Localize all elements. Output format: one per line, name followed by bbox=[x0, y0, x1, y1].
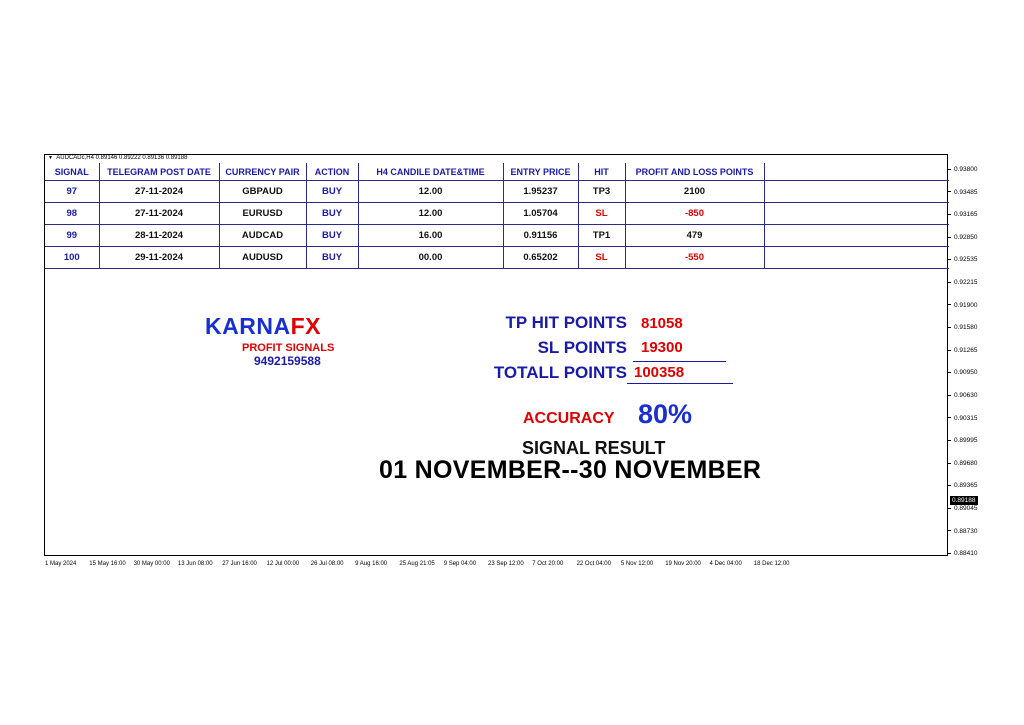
time-tick: 5 Nov 12:00 bbox=[620, 561, 654, 567]
tp-hit-value: 81058 bbox=[641, 315, 683, 332]
time-tick: 7 Oct 20:00 bbox=[532, 561, 564, 567]
header-action: ACTION bbox=[306, 163, 358, 181]
signal-result-title: SIGNAL RESULT bbox=[522, 438, 666, 458]
cell-pair: GBPAUD bbox=[219, 181, 306, 203]
table-row bbox=[45, 181, 949, 203]
cell-time: 00.00 bbox=[358, 247, 503, 269]
time-tick: 15 May 16:00 bbox=[89, 561, 126, 567]
cell-entry: 1.05704 bbox=[503, 203, 578, 225]
cell-points: -850 bbox=[625, 203, 764, 225]
brand-name-part1: KARNA bbox=[205, 313, 291, 339]
cell-time: 12.00 bbox=[358, 181, 503, 203]
time-tick: 1 May 2024 bbox=[45, 561, 77, 567]
cell-signal: 99 bbox=[45, 225, 99, 247]
table-row bbox=[45, 225, 949, 247]
cell-entry: 1.95237 bbox=[503, 181, 578, 203]
sl-points-label: SL POINTS bbox=[537, 338, 627, 357]
header-currency-pair: CURRENCY PAIR bbox=[219, 163, 306, 181]
current-price-label: 0.89188 bbox=[952, 497, 976, 504]
table-row bbox=[45, 203, 949, 225]
cell-points: 2100 bbox=[625, 181, 764, 203]
dropdown-triangle-icon[interactable]: ▼ bbox=[48, 155, 53, 161]
price-tick: 0.90950 bbox=[948, 369, 978, 376]
brand-phone: 9492159588 bbox=[254, 354, 321, 368]
price-tick: 0.91265 bbox=[948, 347, 978, 354]
cell-hit: SL bbox=[578, 247, 625, 269]
cell-time: 16.00 bbox=[358, 225, 503, 247]
cell-date: 27-11-2024 bbox=[99, 203, 219, 225]
price-tick: 0.92535 bbox=[948, 256, 978, 263]
brand-name-part2: FX bbox=[290, 313, 321, 339]
price-tick: 0.89365 bbox=[948, 482, 978, 489]
price-tick: 0.89995 bbox=[948, 437, 978, 444]
price-tick: 0.90315 bbox=[948, 415, 978, 422]
price-tick: 0.89680 bbox=[948, 460, 978, 467]
header-empty bbox=[764, 163, 949, 181]
time-tick: 13 Jun 08:00 bbox=[177, 561, 213, 567]
cell-empty bbox=[764, 203, 949, 225]
cell-hit: TP3 bbox=[578, 181, 625, 203]
cell-action: BUY bbox=[306, 181, 358, 203]
cell-pair: EURUSD bbox=[219, 203, 306, 225]
header-candle-time: H4 CANDILE DATE&TIME bbox=[358, 163, 503, 181]
price-tick: 0.91900 bbox=[948, 302, 978, 309]
cell-hit: SL bbox=[578, 203, 625, 225]
time-tick: 19 Nov 20:00 bbox=[665, 561, 701, 567]
sl-points-value: 19300 bbox=[641, 339, 683, 356]
accuracy-value: 80% bbox=[638, 399, 693, 429]
price-tick: 0.93485 bbox=[948, 189, 978, 196]
brand-logo bbox=[205, 315, 321, 338]
time-tick: 12 Jul 00:00 bbox=[266, 561, 300, 567]
cell-signal: 97 bbox=[45, 181, 99, 203]
cell-hit: TP1 bbox=[578, 225, 625, 247]
time-tick: 25 Aug 21:05 bbox=[399, 561, 435, 567]
total-points-label: TOTALL POINTS bbox=[493, 363, 627, 382]
table-header-row bbox=[45, 163, 949, 181]
cell-signal: 98 bbox=[45, 203, 99, 225]
cell-empty bbox=[764, 225, 949, 247]
cell-action: BUY bbox=[306, 225, 358, 247]
price-tick: 0.88410 bbox=[948, 550, 978, 557]
brand-block bbox=[205, 313, 335, 368]
cell-signal: 100 bbox=[45, 247, 99, 269]
cell-empty bbox=[764, 247, 949, 269]
cell-action: BUY bbox=[306, 203, 358, 225]
time-tick: 27 Jun 16:00 bbox=[222, 561, 257, 567]
time-tick: 23 Sep 12:00 bbox=[488, 561, 524, 567]
cell-entry: 0.65202 bbox=[503, 247, 578, 269]
cell-time: 12.00 bbox=[358, 203, 503, 225]
tp-hit-label: TP HIT POINTS bbox=[505, 313, 627, 332]
header-hit: HIT bbox=[578, 163, 625, 181]
header-entry-price: ENTRY PRICE bbox=[503, 163, 578, 181]
cell-points: -550 bbox=[625, 247, 764, 269]
cell-date: 28-11-2024 bbox=[99, 225, 219, 247]
price-axis bbox=[948, 154, 1024, 564]
table-row bbox=[45, 247, 949, 269]
price-tick: 0.92215 bbox=[948, 279, 978, 286]
time-tick: 26 Jul 08:00 bbox=[310, 561, 344, 567]
header-signal: SIGNAL bbox=[54, 166, 89, 177]
cell-empty bbox=[764, 181, 949, 203]
cell-pair: AUDUSD bbox=[219, 247, 306, 269]
chart-symbol: AUDCADc,H4 bbox=[56, 155, 94, 161]
time-axis bbox=[44, 561, 948, 573]
brand-subtitle: PROFIT SIGNALS bbox=[242, 342, 335, 354]
price-tick: 0.91580 bbox=[948, 324, 978, 331]
cell-points: 479 bbox=[625, 225, 764, 247]
signals-table bbox=[45, 163, 949, 269]
price-tick: 0.93800 bbox=[948, 166, 978, 173]
sl-underline bbox=[633, 361, 726, 362]
cell-action: BUY bbox=[306, 247, 358, 269]
chart-symbol-header bbox=[48, 155, 187, 161]
price-tick: 0.89045 bbox=[948, 505, 978, 512]
price-tick: 0.90630 bbox=[948, 392, 978, 399]
chart-ohlc: 0.89146 0.89222 0.89136 0.89188 bbox=[95, 155, 188, 161]
total-points-value: 100358 bbox=[634, 364, 685, 381]
time-tick: 4 Dec 04:00 bbox=[709, 561, 742, 567]
price-tick: 0.93165 bbox=[948, 211, 978, 218]
price-tick: 0.92850 bbox=[948, 234, 978, 241]
chart-area[interactable] bbox=[44, 154, 948, 556]
time-tick: 18 Dec 12:00 bbox=[753, 561, 790, 567]
time-tick: 30 May 00:00 bbox=[133, 561, 170, 567]
cell-entry: 0.91156 bbox=[503, 225, 578, 247]
total-underline bbox=[627, 383, 733, 384]
signal-result-range: 01 NOVEMBER--30 NOVEMBER bbox=[379, 456, 762, 484]
cell-pair: AUDCAD bbox=[219, 225, 306, 247]
time-tick: 22 Oct 04:00 bbox=[576, 561, 611, 567]
header-telegram-date: TELEGRAM POST DATE bbox=[99, 163, 219, 181]
cell-date: 29-11-2024 bbox=[99, 247, 219, 269]
time-tick: 9 Sep 04:00 bbox=[443, 561, 477, 567]
cell-date: 27-11-2024 bbox=[99, 181, 219, 203]
accuracy-label: ACCURACY bbox=[523, 410, 615, 427]
header-points: PROFIT AND LOSS POINTS bbox=[625, 163, 764, 181]
price-tick: 0.88730 bbox=[948, 528, 978, 535]
time-tick: 9 Aug 16:00 bbox=[355, 561, 388, 567]
